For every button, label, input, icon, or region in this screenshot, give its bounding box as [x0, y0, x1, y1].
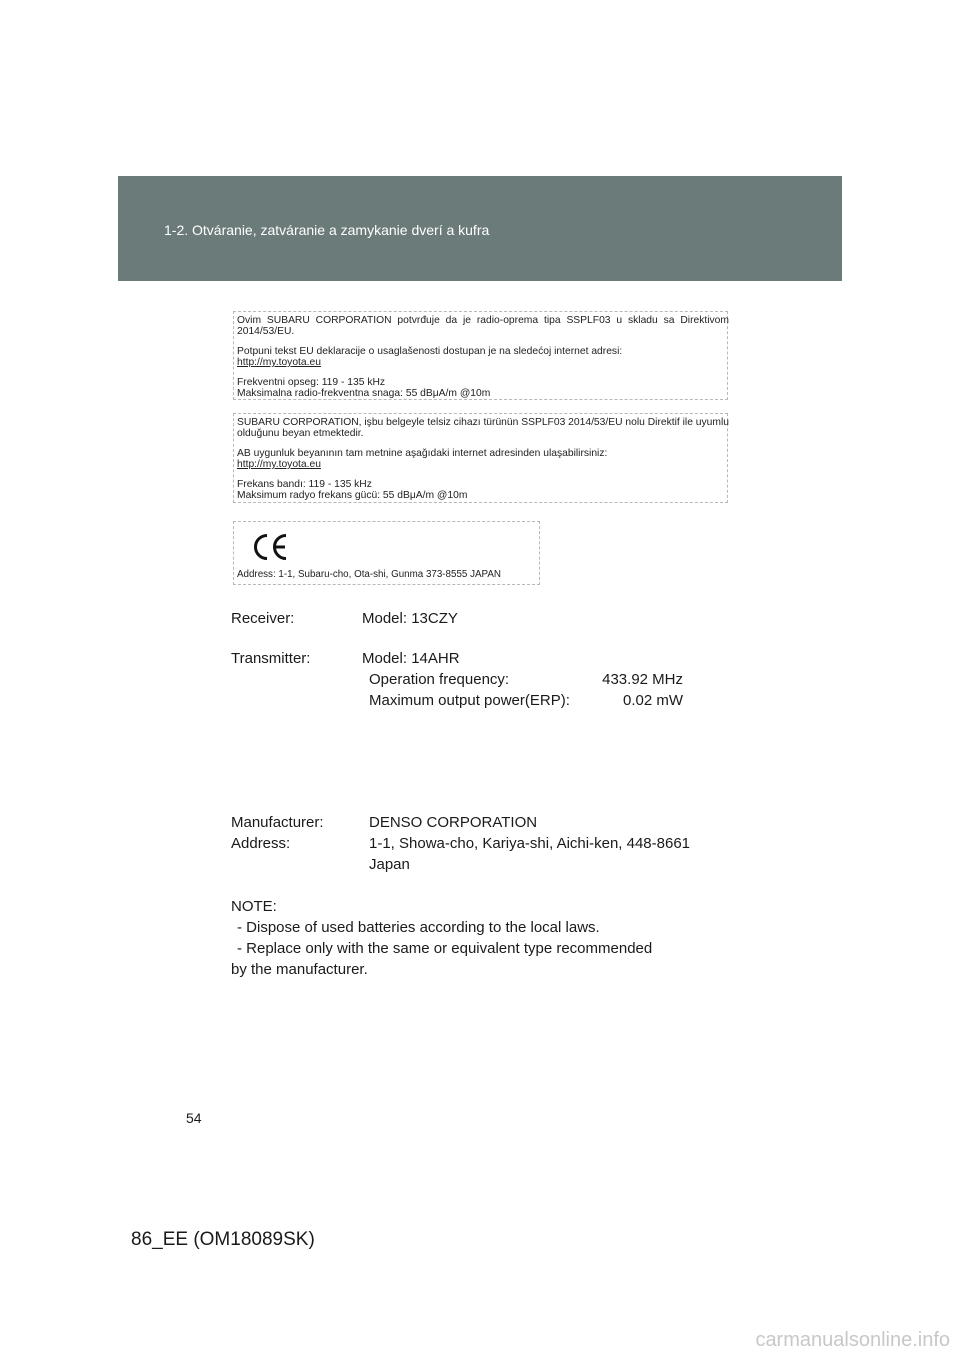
ce-marking-box	[233, 521, 540, 585]
declaration-link[interactable]: http://my.toyota.eu	[237, 357, 321, 368]
max-power-text: Maksimalna radio-frekventna snaga: 55 dBμA/m @10m	[237, 388, 491, 399]
note-block	[231, 896, 652, 980]
note-item: - Replace only with the same or equivalent type recommended	[237, 940, 653, 957]
section-title: 1-2. Otváranie, zatváranie a zamykanie dverí a kufra	[164, 222, 490, 238]
note-item: - Dispose of used batteries according to the local laws.	[237, 919, 600, 936]
manufacturer-label: Manufacturer:	[231, 814, 324, 831]
note-title: NOTE:	[231, 898, 277, 915]
watermark: carmanualsonline.info	[755, 1329, 950, 1351]
address-label: Address:	[231, 835, 291, 852]
max-output-power-value: 0.02 mW	[622, 692, 683, 709]
section-header	[118, 176, 842, 281]
address-line-1: 1-1, Showa-cho, Kariya-shi, Aichi-ken, 448-8661	[369, 835, 691, 852]
declaration-text: SUBARU CORPORATION, işbu belgeyle telsiz cihazı türünün SSPLF03 2014/53/EU nolu Direktif ile uyumlu olduğunu beyan etmektedir.	[237, 417, 729, 439]
max-power-text: Maksimum radyo frekans gücü: 55 dBμA/m @10m	[237, 490, 468, 501]
receiver-model: Model: 13CZY	[362, 610, 458, 627]
declaration-availability-text: AB uygunluk beyanının tam metnine aşağıdaki internet adresinden ulaşabilirsiniz:	[237, 448, 608, 459]
manufacturer-address: Address: 1-1, Subaru-cho, Ota-shi, Gunma 373-8555 JAPAN	[237, 569, 501, 580]
receiver-label: Receiver:	[231, 610, 295, 627]
declaration-box-turkish	[233, 413, 728, 503]
max-output-power-label: Maximum output power(ERP):	[369, 692, 570, 709]
document-code: 86_EE (OM18089SK)	[131, 1229, 315, 1250]
declaration-text: Ovim SUBARU CORPORATION potvrđuje da je radio-oprema tipa SSPLF03 u skladu sa Direktivom 2014/53/EU.	[237, 315, 729, 337]
frequency-range-text: Frekans bandı: 119 - 135 kHz	[237, 479, 372, 490]
declaration-box-serbian	[233, 311, 728, 400]
transmitter-model: Model: 14AHR	[362, 650, 460, 667]
ce-mark-icon	[250, 532, 290, 562]
transmitter-label: Transmitter:	[231, 650, 311, 667]
declaration-link[interactable]: http://my.toyota.eu	[237, 459, 321, 470]
address-line-2: Japan	[369, 856, 410, 873]
declaration-availability-text: Potpuni tekst EU deklaracije o usaglašenosti dostupan je na sledećoj internet adresi:	[237, 346, 623, 357]
frequency-range-text: Frekventni opseg: 119 - 135 kHz	[237, 377, 386, 388]
manufacturer-name: DENSO CORPORATION	[369, 814, 538, 831]
operation-frequency-label: Operation frequency:	[369, 671, 510, 688]
operation-frequency-value: 433.92 MHz	[602, 671, 683, 688]
page-number: 54	[186, 1110, 202, 1126]
note-item-continuation: by the manufacturer.	[231, 961, 368, 978]
